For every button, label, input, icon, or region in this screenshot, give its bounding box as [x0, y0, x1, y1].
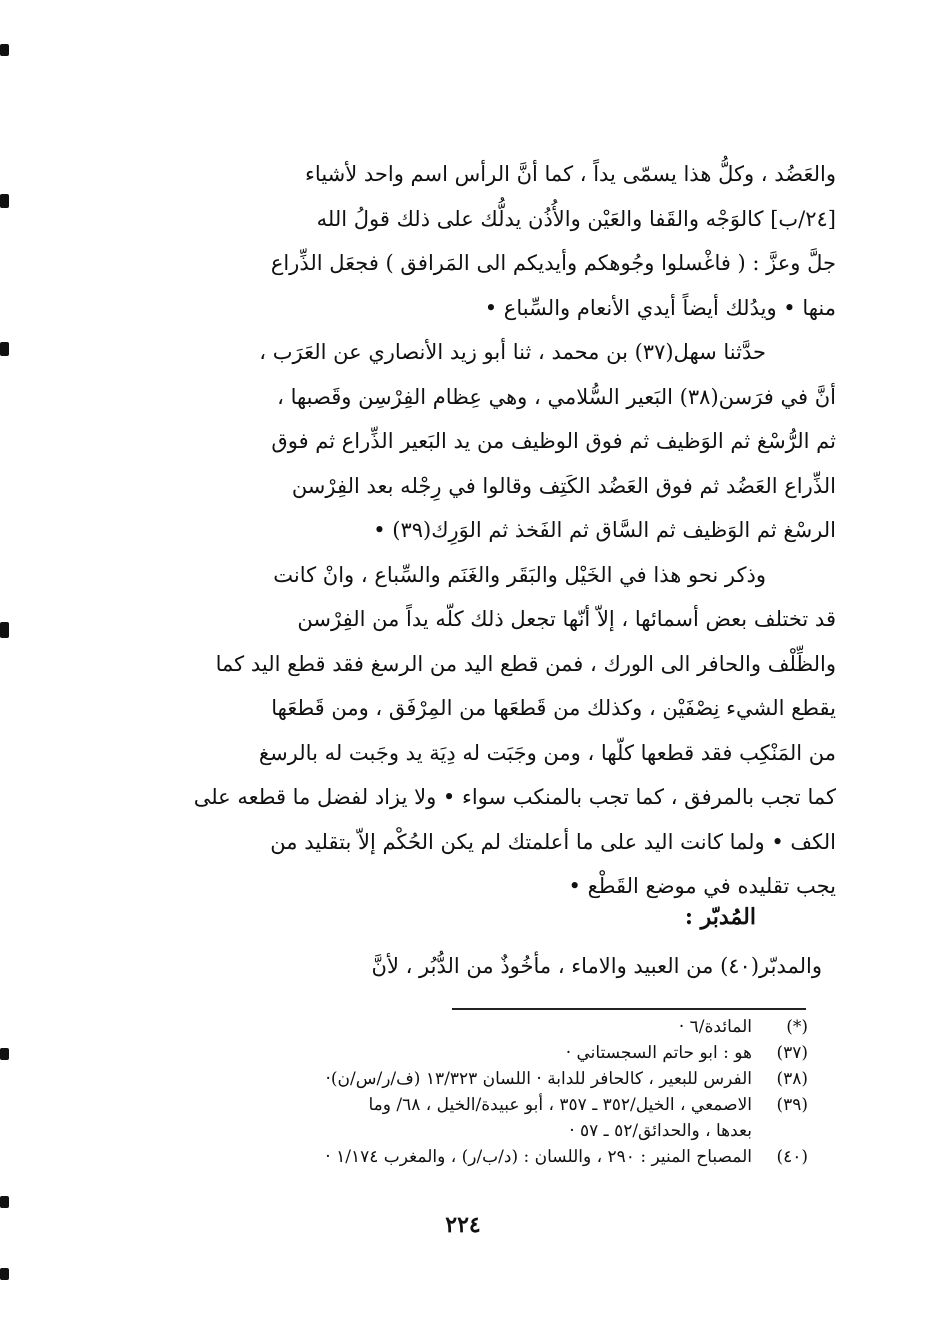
text-line: والظِّلْف والحافر الى الورك ، فمن قطع اليد من الرسغ فقد قطع اليد كما: [215, 651, 836, 676]
footnote: [146, 1118, 808, 1144]
text-line: كما تجب بالمرفق ، كما تجب بالمنكب سواء • ولا يزاد لفضل ما قطعه على: [193, 785, 836, 809]
text-line: من المَنْكِب فقد قطعها كلّها ، ومن وجَبَت له دِيَة يد وجَبت له بالرسغ: [258, 740, 836, 765]
footnote-number: (٣٧): [776, 1043, 808, 1063]
text-line: والمدبّر(٤٠) من العبيد والاماء ، مأخُوذٌ من الدُّبُر ، لأنَّ: [371, 954, 822, 978]
text-line: والعَضُد ، وكلُّ هذا يسمّى يداً ، كما أنَّ الرأس اسم واحد لأشياء: [305, 162, 836, 186]
footnote: [146, 1144, 808, 1170]
scan-edge-mark: [0, 622, 9, 638]
footnote-number: (٣٨): [776, 1069, 808, 1089]
footnote-number: (*): [786, 1017, 808, 1037]
footnote: [146, 1066, 808, 1092]
text-line: جلَّ وعزَّ : ( فاغْسلوا وجُوهكم وأيديكم الى المَرافق ) فجعَل الذِّراع: [270, 251, 836, 275]
section-heading: المُدبّر :: [684, 904, 756, 930]
footnote-text: الفرس للبعير ، كالحافر للدابة · اللسان ١٣/٣٢٣ (ف/ر/س/ن)·: [325, 1069, 752, 1089]
footnote: [146, 1092, 808, 1118]
text-line: يقطع الشيء نِصْفَيْن ، وكذلك من قَطعَها من المِرْفَق ، ومن قَطعَها: [271, 696, 836, 720]
page-number: ٢٢٤: [445, 1212, 481, 1238]
footnote-text: المصباح المنير : ٢٩٠ ، واللسان : (د/ب/ر) ، والمغرب ١/١٧٤ ·: [325, 1147, 752, 1167]
text-line: الذِّراع العَضُد ثم فوق العَضُد الكَتِف وقالوا في رِجْله بعد الفِرْسن: [291, 473, 836, 498]
footnote-text: الاصمعي ، الخيل/٣٥٢ ـ ٣٥٧ ، أبو عبيدة/الخيل ، ٦٨/ وما: [368, 1095, 752, 1115]
footnote-text: بعدها ، والحدائق/٥٢ ـ ٥٧ ·: [569, 1121, 752, 1141]
text-line: أنَّ في فرَسن(٣٨) البَعير السُّلامي ، وهي عِظام الفِرْسِن وقَصبها ،: [277, 384, 836, 409]
text-line: ثم الرُّسْغ ثم الوَظيف ثم فوق الوظيف من يد البَعير الذِّراع ثم فوق: [271, 429, 836, 453]
footnote-rule: [452, 1008, 806, 1010]
footnote-text: هو : ابو حاتم السجستاني ·: [565, 1043, 752, 1063]
scan-edge-mark: [0, 1268, 9, 1280]
text-line: [٢٤/ب] كالوَجْه والقَفا والعَيْن والأُذُن يدلُّك على ذلك قولُ الله: [316, 206, 836, 231]
footnote: [146, 1040, 808, 1066]
text-line: قد تختلف بعض أسمائها ، إلاّ أنّها تجعل ذلك كلّه يداً من الفِرْسن: [297, 607, 836, 631]
footnote: [146, 1014, 808, 1040]
text-line: الرسْغ ثم الوَظيف ثم السَّاق ثم الفَخذ ثم الوَرِك(٣٩) •: [373, 518, 836, 542]
scan-edge-mark: [0, 194, 9, 208]
text-line: وذكر نحو هذا في الخَيْل والبَقَر والغَنَم والسِّباع ، وانْ كانت: [273, 562, 766, 587]
footnote-number: (٣٩): [776, 1095, 808, 1115]
scan-edge-mark: [0, 1196, 9, 1208]
footnote-number: [752, 1118, 808, 1144]
scan-edge-mark: [0, 1048, 9, 1060]
scan-edge-mark: [0, 44, 9, 56]
text-line: حدَّثنا سهل(٣٧) بن محمد ، ثنا أبو زيد الأنصاري عن العَرَب ،: [259, 340, 766, 364]
footnote-text: المائدة/٦ ·: [678, 1017, 752, 1037]
body-text: [146, 152, 836, 909]
text-line: يجب تقليده في موضع القَطْع •: [568, 874, 836, 898]
text-line: الكف • ولما كانت اليد على ما أعلمتك لم يكن الحُكْم إلاّ بتقليد من: [270, 829, 836, 854]
scan-edge-mark: [0, 342, 9, 356]
footnote-number: (٤٠): [776, 1147, 808, 1167]
text-line: منها • ويدُلك أيضاً أيدي الأنعام والسِّباع •: [484, 295, 836, 320]
footnotes: [146, 1014, 808, 1170]
